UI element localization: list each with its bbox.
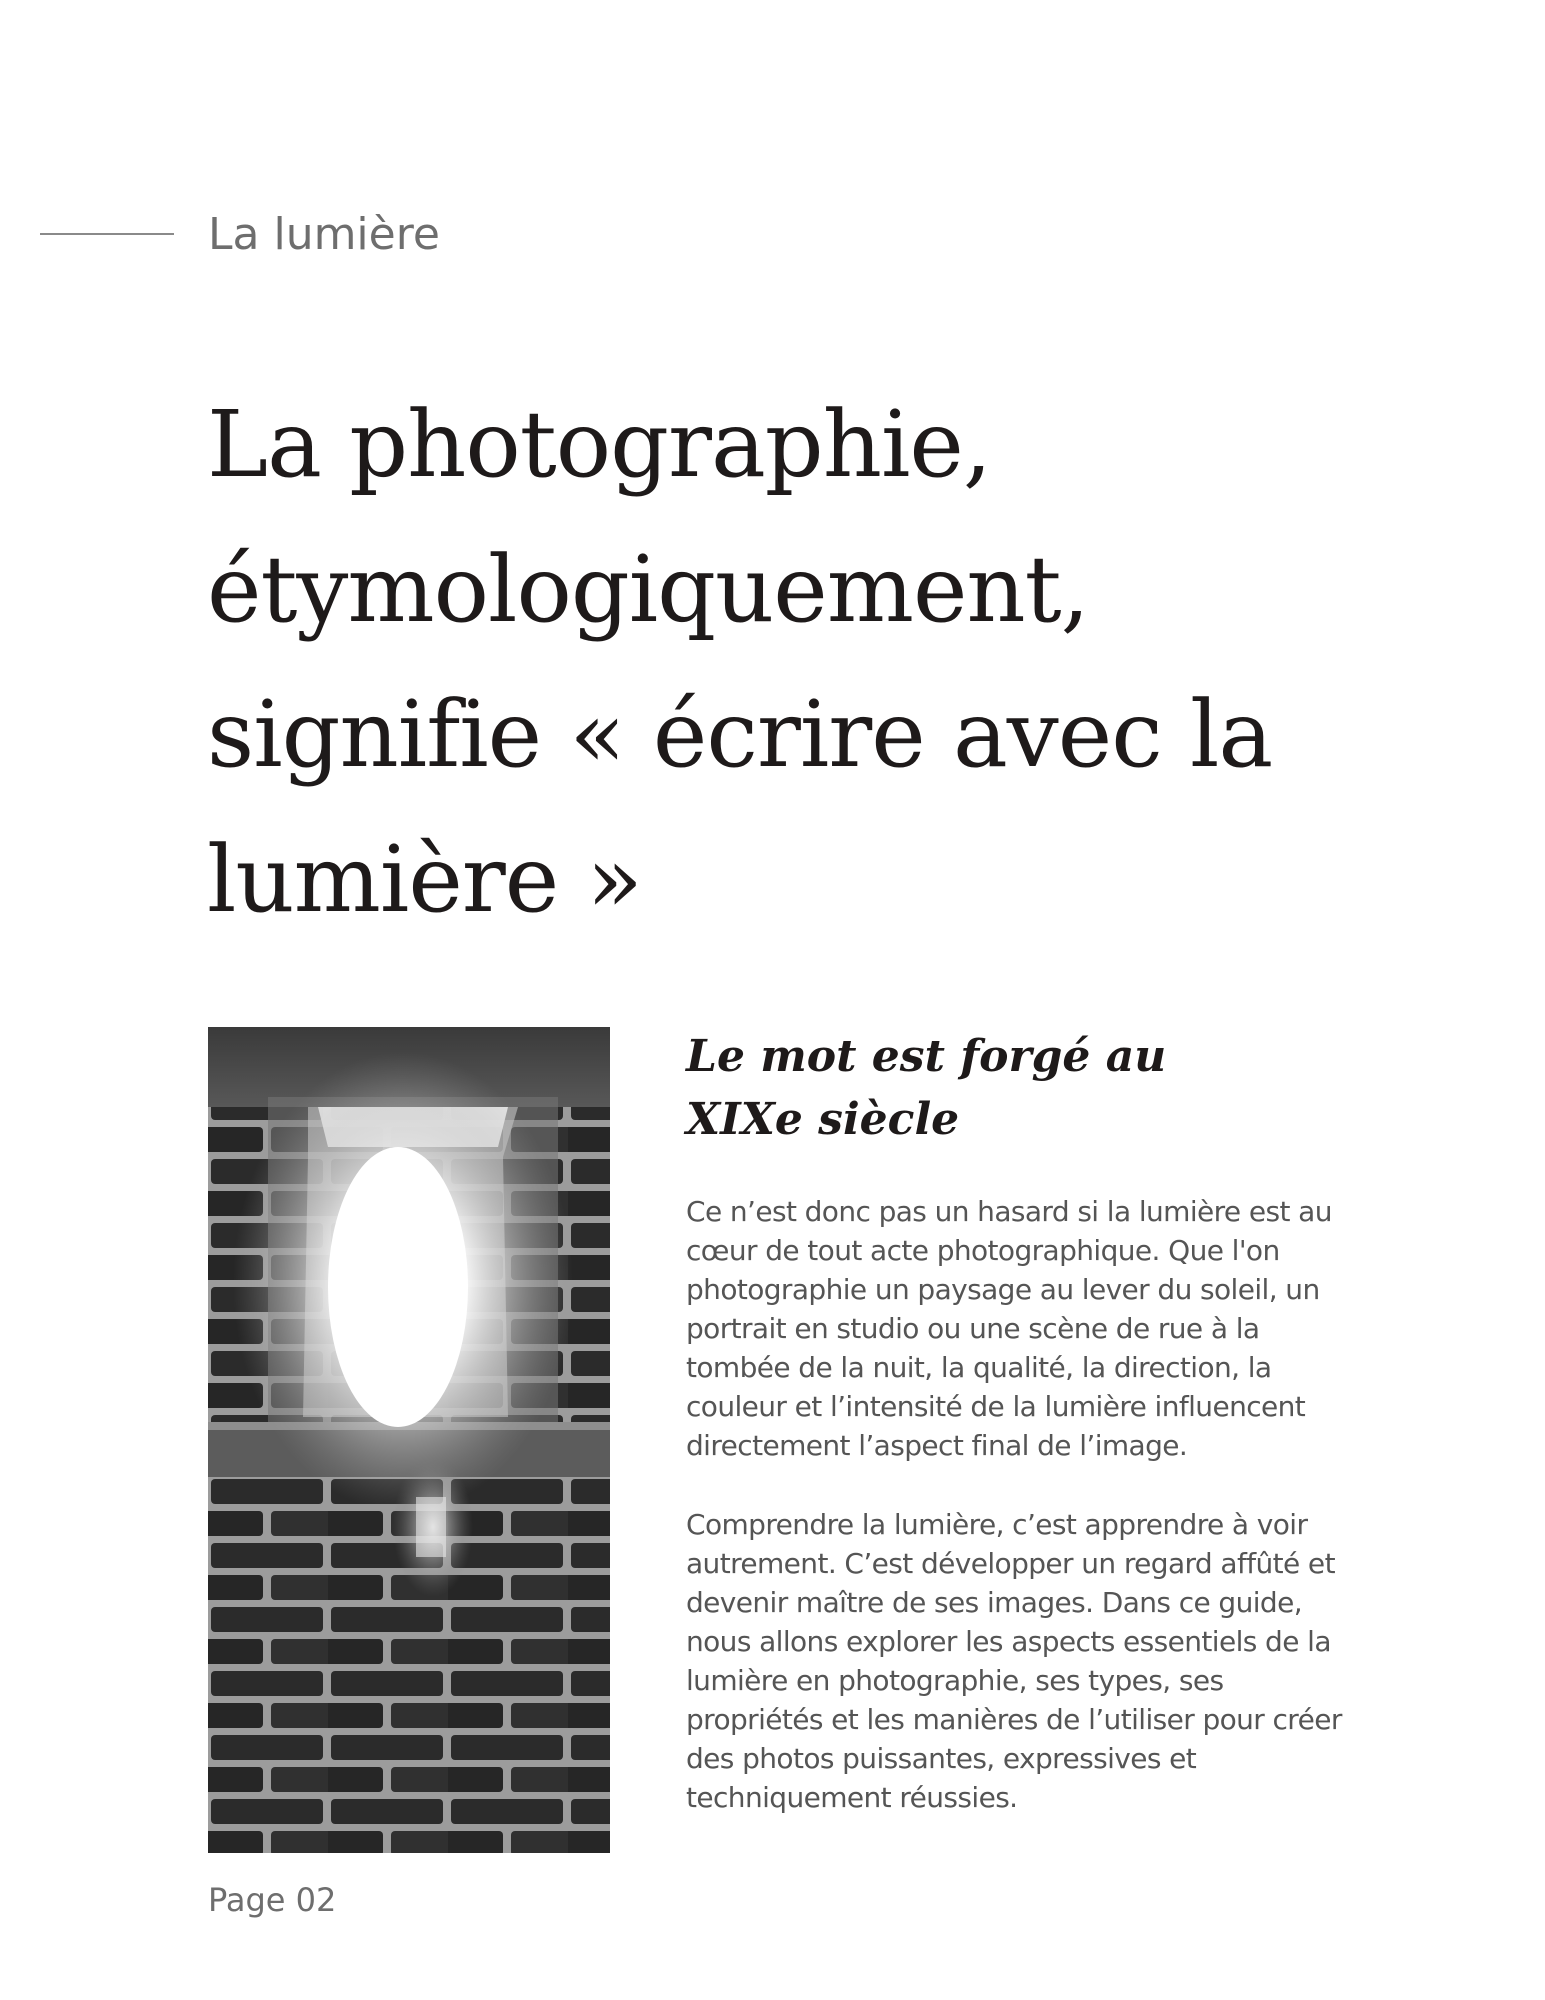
section-divider-line [40,233,174,235]
body-paragraph: Ce n’est donc pas un hasard si la lumière est au cœur de tout acte photographique. Que l'on photographie un paysage au lever du soleil, un portrait en studio ou une scène de rue à la tombée de la nuit, la qualité, la direction, la couleur et l’intensité de la lumière influencent directement l’aspect final de l’image. [686,1195,1332,1462]
body-paragraph: Comprendre la lumière, c’est apprendre à voir autrement. C’est développer un regard affûté et devenir maître de ses images. Dans ce guide, nous allons explorer les aspects essentiels de la lumière en photographie, ses types, ses propriétés et les manières de l’utiliser pour créer des photos puissantes, expressives et techniquement réussies. [686,1508,1342,1814]
page-number: Page 02 [208,1881,337,1919]
wall-lamp-photo [208,1027,610,1853]
article-subheading: Le mot est forgé au XIXe siècle [686,1031,1167,1145]
page-headline: La photographie, étymologiquement, signifie « écrire avec la lumière » [207,391,1273,933]
section-label: La lumière [208,209,440,260]
